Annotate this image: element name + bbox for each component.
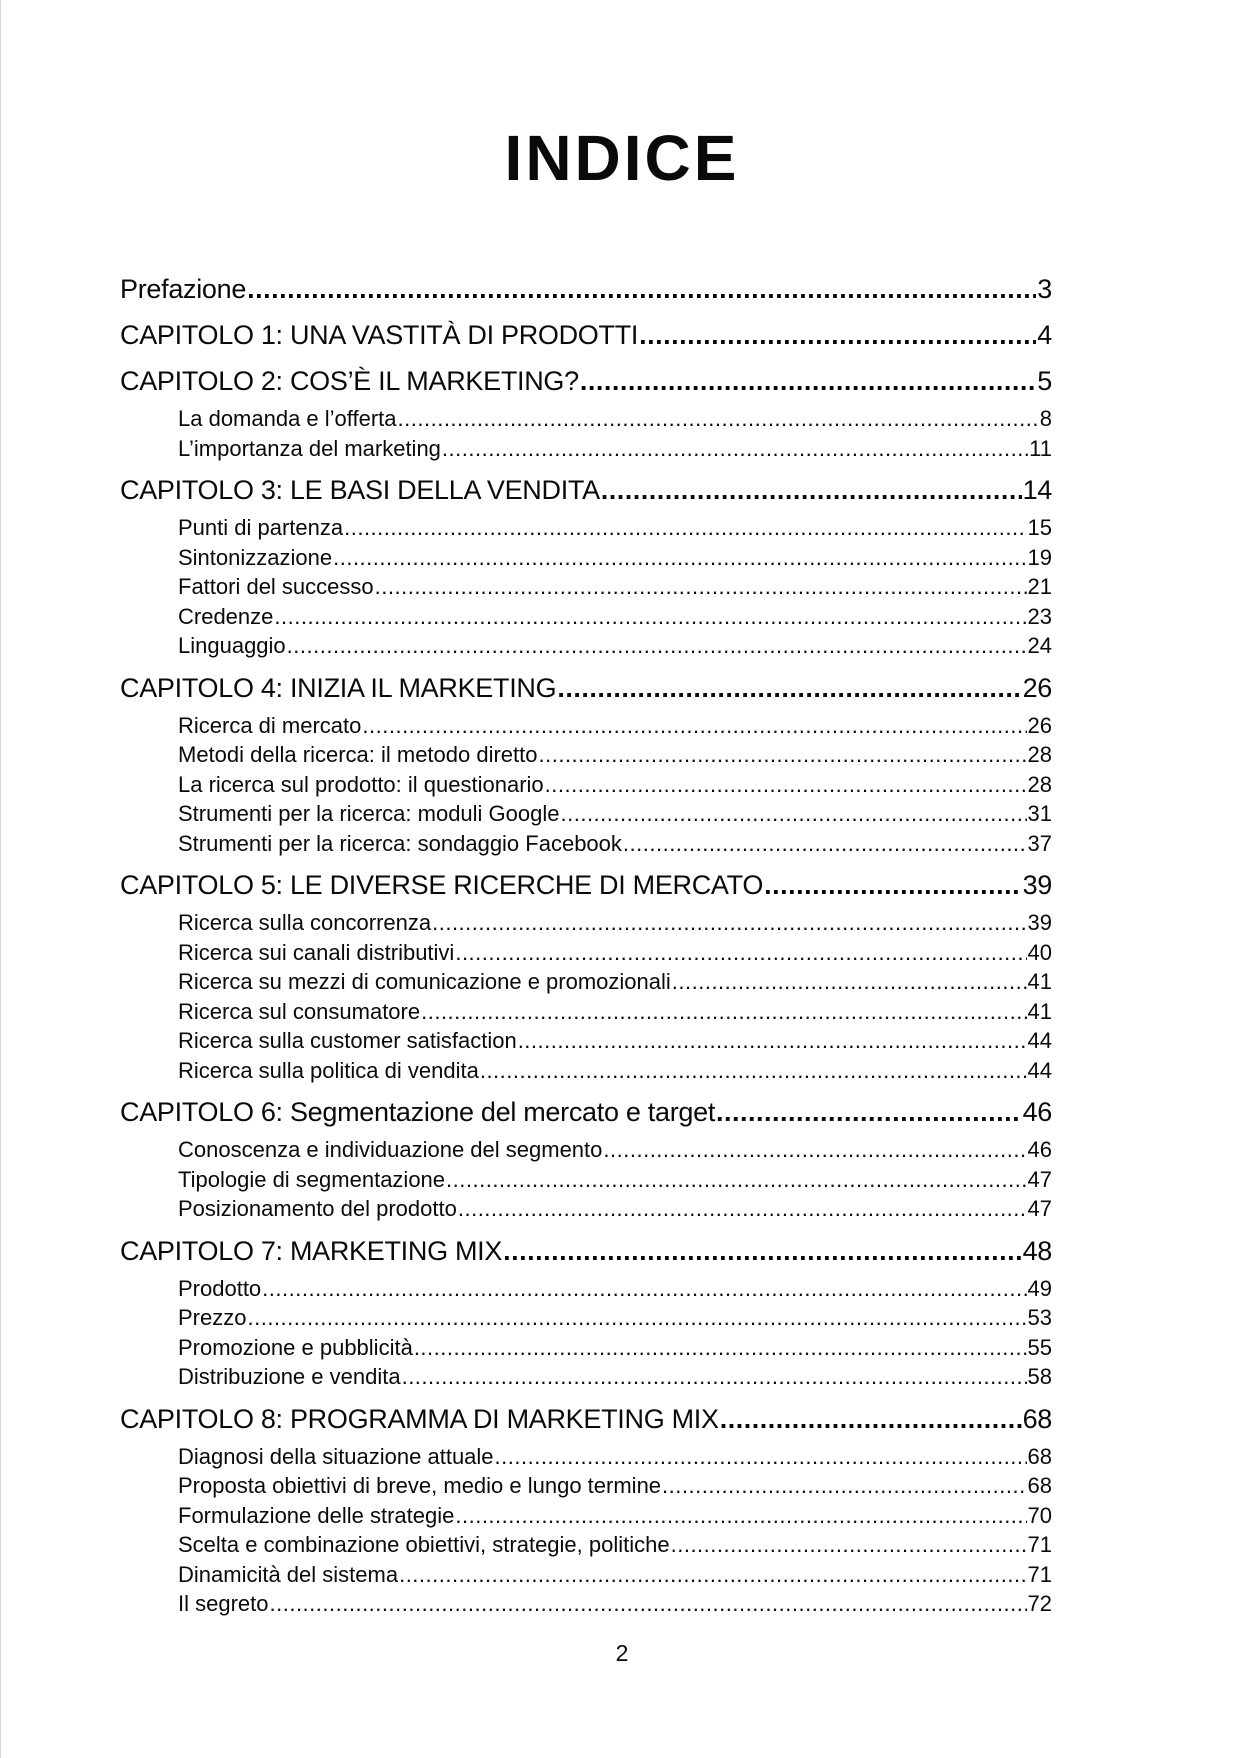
toc-entry-label: Prezzo	[178, 1305, 247, 1330]
toc-section[interactable]	[120, 1165, 1052, 1195]
dot-leader	[362, 711, 1026, 741]
toc-chapter-3[interactable]	[120, 467, 1052, 513]
toc-entry-page: 15	[1027, 515, 1052, 540]
toc-section[interactable]	[120, 908, 1052, 938]
toc-chapter-5[interactable]	[120, 862, 1052, 908]
toc-entry-page: 28	[1027, 771, 1052, 797]
dot-leader	[764, 862, 1022, 908]
toc-section[interactable]	[120, 543, 1052, 573]
toc-section[interactable]	[120, 1135, 1052, 1165]
dot-leader	[495, 1442, 1027, 1472]
toc-chapter-7[interactable]	[120, 1228, 1052, 1274]
toc-entry-label: Strumenti per la ricerca: sondaggio Facebook	[178, 830, 622, 856]
toc-entry-page: 55	[1027, 1334, 1052, 1360]
dot-leader	[580, 358, 1036, 404]
toc-entry-label: Strumenti per la ricerca: moduli Google	[178, 801, 560, 826]
toc-section[interactable]	[120, 1442, 1052, 1472]
toc-entry-page: 39	[1022, 870, 1052, 900]
dot-leader	[262, 1274, 1026, 1304]
toc-entry-page: 26	[1022, 672, 1052, 703]
toc-entry-label: Sintonizzazione	[178, 544, 333, 570]
dot-leader	[333, 543, 1026, 573]
toc-section[interactable]	[120, 602, 1052, 632]
toc-entry-label: Distribuzione e vendita	[178, 1364, 401, 1389]
dot-leader	[375, 572, 1027, 602]
toc-section[interactable]	[120, 1362, 1052, 1392]
toc-entry-label: Ricerca di mercato	[178, 712, 362, 738]
toc-entry-label: CAPITOLO 7: MARKETING MIX	[120, 1235, 503, 1266]
toc-entry-page: 68	[1027, 1473, 1052, 1498]
dot-leader	[623, 829, 1027, 859]
toc-entry-page: 68	[1022, 1403, 1052, 1434]
toc-entry-label: L’importanza del marketing	[178, 435, 441, 461]
page-edge-line	[0, 0, 1, 1758]
toc-section[interactable]	[120, 1333, 1052, 1363]
toc-section[interactable]	[120, 572, 1052, 602]
dot-leader	[662, 1471, 1026, 1501]
toc-entry-page: 41	[1027, 998, 1052, 1024]
toc-section[interactable]	[120, 1303, 1052, 1333]
dot-leader	[399, 1560, 1026, 1590]
toc-section[interactable]	[120, 1501, 1052, 1531]
toc-entry-page: 44	[1027, 1028, 1052, 1053]
toc-entry-prefazione[interactable]	[120, 266, 1052, 312]
toc-section[interactable]	[120, 1560, 1052, 1590]
toc-section[interactable]	[120, 938, 1052, 968]
toc-entry-label: Dinamicità del sistema	[178, 1561, 399, 1587]
toc-entry-label: Ricerca sul consumatore	[178, 998, 421, 1024]
dot-leader	[274, 602, 1026, 632]
table-of-contents	[120, 266, 1052, 1619]
toc-entry-page: 71	[1027, 1561, 1052, 1587]
toc-entry-label: Ricerca su mezzi di comunicazione e promozionali	[178, 969, 671, 994]
toc-chapter-2[interactable]	[120, 358, 1052, 404]
toc-entry-label: Posizionamento del prodotto	[178, 1196, 457, 1221]
toc-entry-label: CAPITOLO 8: PROGRAMMA DI MARKETING MIX	[120, 1403, 719, 1434]
toc-entry-page: 31	[1027, 801, 1052, 826]
dot-leader	[720, 1396, 1022, 1442]
dot-leader	[601, 467, 1022, 513]
dot-leader	[270, 1589, 1027, 1619]
toc-entry-page: 46	[1022, 1097, 1052, 1127]
dot-leader	[344, 513, 1026, 543]
dot-leader	[402, 1362, 1027, 1392]
toc-entry-label: Linguaggio	[178, 633, 286, 658]
toc-section[interactable]	[120, 1056, 1052, 1086]
toc-entry-page: 72	[1027, 1591, 1052, 1616]
toc-entry-page: 53	[1027, 1305, 1052, 1330]
dot-leader	[455, 938, 1026, 968]
toc-section[interactable]	[120, 1274, 1052, 1304]
toc-entry-label: Punti di partenza	[178, 515, 344, 540]
toc-section[interactable]	[120, 799, 1052, 829]
toc-entry-page: 48	[1022, 1235, 1052, 1266]
toc-entry-page: 40	[1027, 939, 1052, 965]
toc-entry-page: 70	[1027, 1502, 1052, 1528]
toc-entry-page: 47	[1027, 1196, 1052, 1221]
page-title: INDICE	[504, 122, 740, 194]
toc-entry-label: CAPITOLO 1: UNA VASTITÀ DI PRODOTTI	[120, 320, 639, 350]
toc-section[interactable]	[120, 631, 1052, 661]
dot-leader	[480, 1056, 1027, 1086]
dot-leader	[639, 312, 1036, 358]
toc-entry-label: Diagnosi della situazione attuale	[178, 1443, 494, 1469]
toc-entry-page: 46	[1027, 1137, 1052, 1162]
dot-leader	[446, 1165, 1026, 1195]
toc-section[interactable]	[120, 829, 1052, 859]
toc-entry-label: CAPITOLO 5: LE DIVERSE RICERCHE DI MERCATO	[120, 870, 764, 900]
toc-section[interactable]	[120, 967, 1052, 997]
dot-leader	[287, 631, 1027, 661]
toc-entry-page: 5	[1037, 366, 1052, 396]
dot-leader	[716, 1089, 1022, 1135]
toc-section[interactable]	[120, 404, 1052, 434]
toc-entry-page: 26	[1027, 712, 1052, 738]
toc-entry-page: 41	[1027, 969, 1052, 994]
dot-leader	[455, 1501, 1026, 1531]
dot-leader	[503, 1228, 1021, 1274]
toc-section[interactable]	[120, 434, 1052, 464]
toc-entry-label: Promozione e pubblicità	[178, 1334, 413, 1360]
toc-section[interactable]	[120, 770, 1052, 800]
toc-entry-page: 24	[1027, 633, 1052, 658]
dot-leader	[247, 1303, 1026, 1333]
toc-entry-label: CAPITOLO 2: COS’È IL MARKETING?	[120, 366, 579, 396]
toc-entry-page: 58	[1027, 1364, 1052, 1389]
dot-leader	[545, 770, 1027, 800]
toc-entry-page: 39	[1027, 910, 1052, 935]
toc-section[interactable]	[120, 740, 1052, 770]
dot-leader	[671, 1530, 1027, 1560]
toc-section[interactable]	[120, 1530, 1052, 1560]
toc-entry-label: La domanda e l’offerta	[178, 406, 397, 431]
dot-leader	[421, 997, 1026, 1027]
toc-entry-page: 4	[1037, 320, 1052, 350]
toc-chapter-8[interactable]	[120, 1396, 1052, 1442]
dot-leader	[414, 1333, 1027, 1363]
toc-entry-page: 14	[1022, 475, 1052, 505]
toc-entry-label: Prodotto	[178, 1275, 262, 1301]
toc-entry-page: 44	[1027, 1057, 1052, 1083]
toc-entry-page: 3	[1037, 274, 1052, 304]
toc-entry-label: CAPITOLO 6: Segmentazione del mercato e target	[120, 1097, 716, 1127]
dot-leader	[561, 799, 1027, 829]
dot-leader	[442, 434, 1028, 464]
toc-section[interactable]	[120, 997, 1052, 1027]
dot-leader	[557, 665, 1021, 711]
dot-leader	[398, 404, 1039, 434]
toc-entry-label: Fattori del successo	[178, 574, 374, 599]
toc-entry-label: Credenze	[178, 603, 274, 629]
toc-section[interactable]	[120, 513, 1052, 543]
toc-entry-label: Prefazione	[120, 274, 247, 304]
toc-chapter-1[interactable]	[120, 312, 1052, 358]
dot-leader	[539, 740, 1027, 770]
toc-entry-label: Ricerca sulla customer satisfaction	[178, 1028, 517, 1053]
toc-entry-label: Ricerca sulla concorrenza	[178, 910, 432, 935]
toc-section[interactable]	[120, 1471, 1052, 1501]
toc-entry-label: Formulazione delle strategie	[178, 1502, 455, 1528]
toc-section[interactable]	[120, 711, 1052, 741]
toc-entry-label: La ricerca sul prodotto: il questionario	[178, 771, 544, 797]
toc-entry-label: Tipologie di segmentazione	[178, 1166, 446, 1192]
dot-leader	[247, 266, 1036, 312]
toc-entry-label: Scelta e combinazione obiettivi, strategie, politiche	[178, 1532, 670, 1557]
toc-section[interactable]	[120, 1589, 1052, 1619]
toc-section[interactable]	[120, 1194, 1052, 1224]
dot-leader	[432, 908, 1026, 938]
toc-entry-page: 49	[1027, 1275, 1052, 1301]
toc-entry-page: 19	[1027, 544, 1052, 570]
toc-entry-page: 11	[1029, 435, 1052, 461]
toc-entry-label: Conoscenza e individuazione del segmento	[178, 1137, 603, 1162]
toc-chapter-6[interactable]	[120, 1089, 1052, 1135]
toc-entry-label: CAPITOLO 4: INIZIA IL MARKETING	[120, 672, 557, 703]
toc-entry-page: 37	[1027, 830, 1052, 856]
toc-entry-label: CAPITOLO 3: LE BASI DELLA VENDITA	[120, 475, 600, 505]
toc-entry-page: 71	[1027, 1532, 1052, 1557]
dot-leader	[603, 1135, 1026, 1165]
toc-entry-label: Il segreto	[178, 1591, 269, 1616]
toc-entry-page: 47	[1027, 1166, 1052, 1192]
toc-entry-label: Metodi della ricerca: il metodo diretto	[178, 742, 538, 767]
toc-entry-page: 23	[1027, 603, 1052, 629]
page-number: 2	[615, 1640, 629, 1666]
toc-entry-label: Ricerca sulla politica di vendita	[178, 1057, 479, 1083]
toc-chapter-4[interactable]	[120, 665, 1052, 711]
toc-entry-label: Ricerca sui canali distributivi	[178, 939, 455, 965]
toc-entry-page: 28	[1027, 742, 1052, 767]
toc-entry-label: Proposta obiettivi di breve, medio e lungo termine	[178, 1473, 662, 1498]
dot-leader	[672, 967, 1027, 997]
toc-entry-page: 21	[1027, 574, 1052, 599]
toc-entry-page: 68	[1027, 1443, 1052, 1469]
toc-entry-page: 8	[1039, 406, 1052, 431]
dot-leader	[458, 1194, 1027, 1224]
dot-leader	[518, 1026, 1027, 1056]
toc-section[interactable]	[120, 1026, 1052, 1056]
